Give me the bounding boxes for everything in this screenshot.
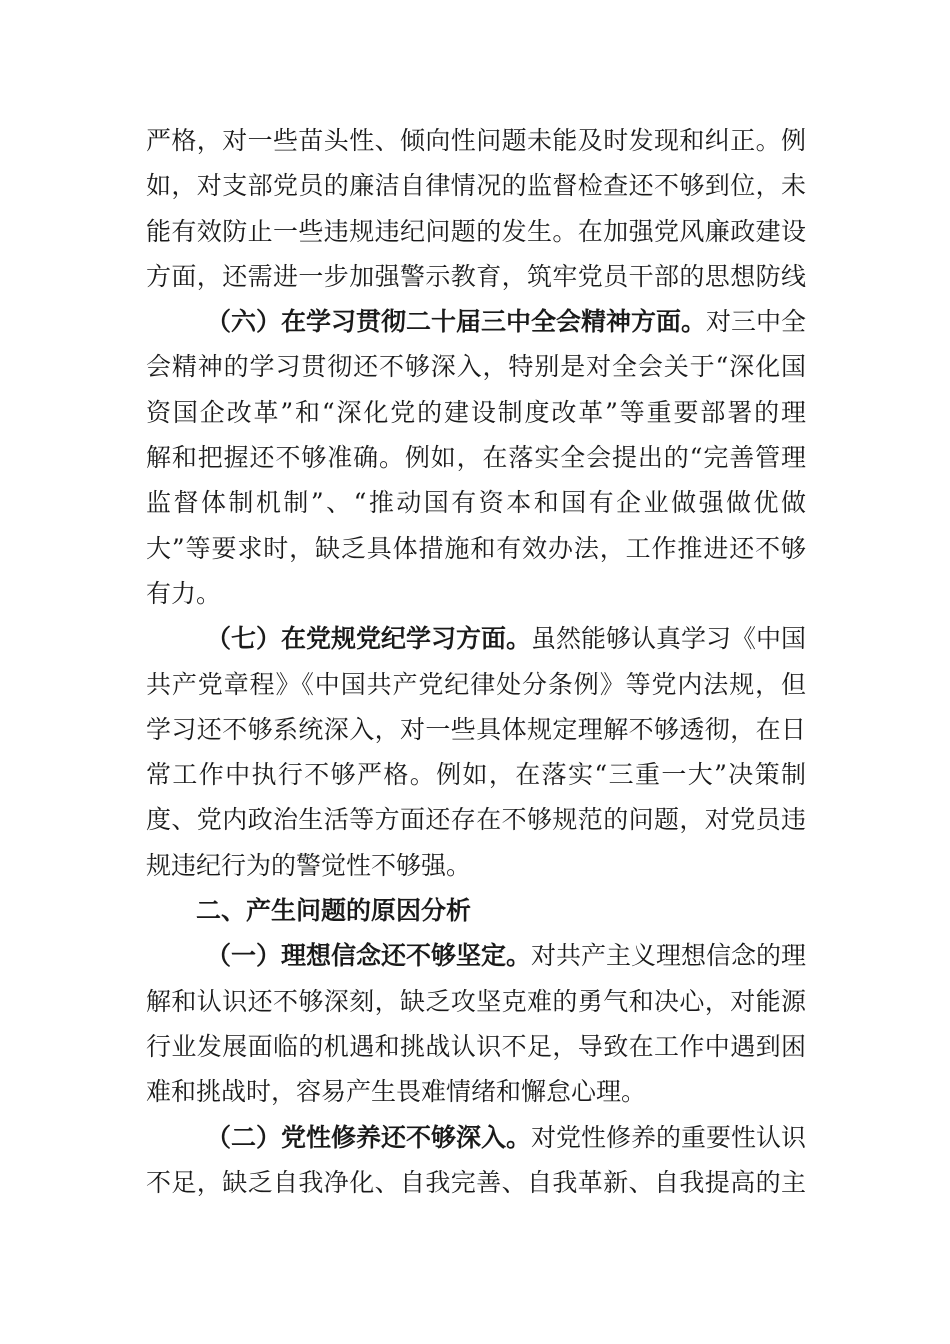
text-line: 方面，还需进一步加强警示教育，筑牢党员干部的思想防线 — [146, 261, 806, 291]
text-line: 严格，对一些苗头性、倾向性问题未能及时发现和纠正。例 — [146, 126, 806, 155]
text-line: 常工作中执行不够严格。例如，在落实“三重一大”决策制 — [146, 760, 806, 790]
text-line: 共产党章程》《中国共产党纪律处分条例》等党内法规，但 — [146, 669, 806, 699]
text-line: 能有效防止一些违规违纪问题的发生。在加强党风廉政建设 — [146, 216, 806, 246]
text-line: 大”等要求时，缺乏具体措施和有效办法，工作推进还不够 — [146, 533, 806, 563]
text-line: 不足，缺乏自我净化、自我完善、自我革新、自我提高的主 — [146, 1167, 806, 1197]
paragraph-item-six — [146, 299, 806, 616]
text-line: 解和把握还不够准确。例如，在落实全会提出的“完善管理 — [146, 443, 806, 473]
text-line: 监督体制机制”、“推动国有资本和国有企业做强做优做 — [146, 488, 806, 518]
text-line — [146, 1115, 806, 1160]
document-page — [146, 118, 806, 1205]
text-line: 难和挑战时，容易产生畏难情绪和懈怠心理。 — [146, 1077, 647, 1107]
text-line: 度、党内政治生活等方面还存在不够规范的问题，对党员违 — [146, 805, 806, 835]
text-line: 规违纪行为的警觉性不够强。 — [146, 850, 472, 880]
text-line: 行业发展面临的机遇和挑战认识不足，导致在工作中遇到困 — [146, 1031, 806, 1061]
section-title: 二、产生问题的原因分析 — [196, 896, 472, 926]
paragraph-previous — [146, 118, 806, 299]
paragraph-cause-one — [146, 933, 806, 1114]
paragraph-item-seven — [146, 616, 806, 888]
item-lead: （六）在学习贯彻二十届三中全会精神方面。 — [206, 307, 707, 337]
text-line: 会精神的学习贯彻还不够深入，特别是对全会关于“深化国 — [146, 352, 806, 382]
text-line: 解和认识还不够深刻，缺乏攻坚克难的勇气和决心，对能源 — [146, 986, 806, 1016]
text-line — [146, 616, 806, 661]
item-text: 虽然能够认真学习《中国 — [531, 624, 807, 654]
item-lead: （一）理想信念还不够坚定。 — [206, 941, 532, 971]
item-text: 对党性修养的重要性认识 — [531, 1122, 807, 1152]
item-lead: （七）在党规党纪学习方面。 — [206, 624, 532, 654]
section-heading — [146, 888, 806, 933]
text-line: 资国企改革”和“深化党的建设制度改革”等重要部署的理 — [146, 397, 806, 427]
text-line: 如，对支部党员的廉洁自律情况的监督检查还不够到位，未 — [146, 171, 806, 201]
text-line: 有力。 — [146, 578, 222, 608]
paragraph-cause-two — [146, 1115, 806, 1206]
item-lead: （二）党性修养还不够深入。 — [206, 1122, 532, 1152]
item-text: 对共产主义理想信念的理 — [531, 941, 807, 971]
item-text: 对三中全 — [706, 307, 807, 337]
text-line: 学习还不够系统深入，对一些具体规定理解不够透彻，在日 — [146, 714, 806, 744]
text-line — [146, 933, 806, 978]
text-line — [146, 299, 806, 344]
